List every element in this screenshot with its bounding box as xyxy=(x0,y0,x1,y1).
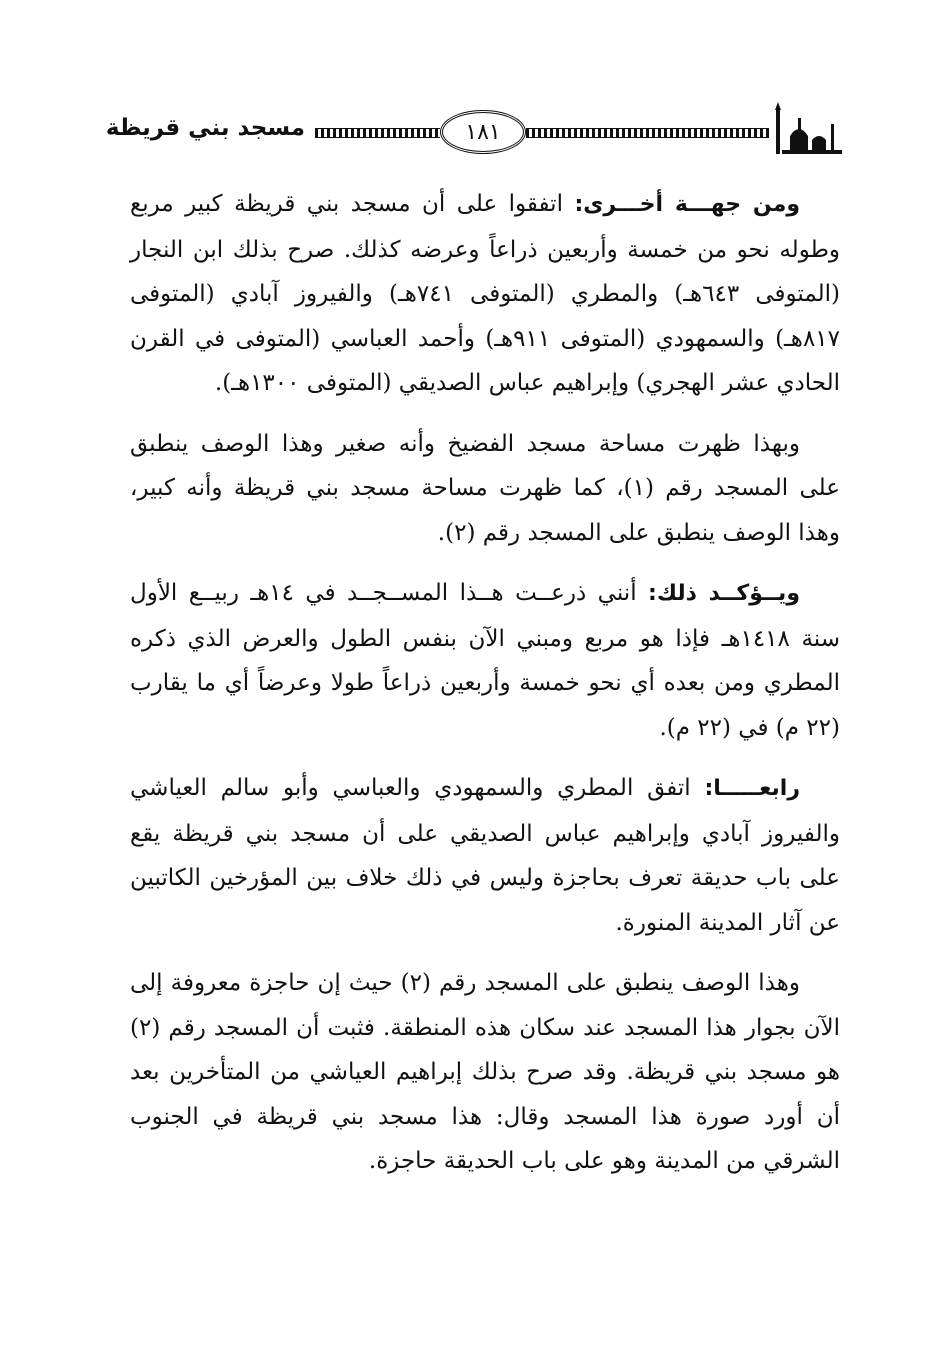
paragraph-text: وبهذا ظهرت مساحة مسجد الفضيخ وأنه صغير وهذا الوصف ينطبق على المسجد رقم (١)، كما ظهرت مساحة مسجد بني قريظة وأنه كبير، وهذا الوصف ينطبق على المسجد رقم (٢). xyxy=(130,430,840,546)
paragraph-lead: ويــؤكــد ذلك: xyxy=(648,581,800,606)
paragraph-lead: ومن جهـــة أخـــرى: xyxy=(574,192,801,217)
page-body xyxy=(130,182,840,1200)
running-title: مسجد بني قريظة xyxy=(105,115,305,141)
paragraph-text: اتفق المطري والسمهودي والعباسي وأبو سالم العياشي والفيروز آبادي وإبراهيم عباس الصديقي على أن مسجد بني قريظة يقع على باب حديقة تعرف بحاجزة وليس في ذلك خلاف بين المؤرخين الكاتبين عن آثار المدينة المنورة. xyxy=(130,775,840,936)
paragraph-5 xyxy=(130,961,840,1184)
page-header xyxy=(105,100,850,170)
rope-ornament-right xyxy=(526,128,769,138)
paragraph-3 xyxy=(130,571,840,750)
rope-ornament-left xyxy=(315,128,440,138)
paragraph-text: اتفقوا على أن مسجد بني قريظة كبير مربع وطوله نحو من خمسة وأربعين ذراعاً وعرضه كذلك. صرح بذلك ابن النجار (المتوفى ٦٤٣هـ) والمطري (المتوفى ٧٤١هـ) والفيروز آبادي (المتوفى ٨١٧هـ) والسمهودي (المتوفى ٩١١هـ) وأحمد العباسي (المتوفى في القرن الحادي عشر الهجري) وإبراهيم عباس الصديقي (المتوفى ١٣٠٠هـ). xyxy=(130,191,840,396)
paragraph-lead: رابعـــــا: xyxy=(704,776,800,801)
page-number: ١٨١ xyxy=(440,110,526,154)
paragraph-2 xyxy=(130,422,840,556)
paragraph-4 xyxy=(130,766,840,945)
mosque-logo-icon xyxy=(772,100,847,156)
paragraph-text: وهذا الوصف ينطبق على المسجد رقم (٢) حيث إن حاجزة معروفة إلى الآن بجوار هذا المسجد عند سكان هذه المنطقة. فثبت أن المسجد رقم (٢) هو مسجد بني قريظة. وقد صرح بذلك إبراهيم العياشي من المتأخرين بعد أن أورد صورة هذا المسجد وقال: هذا مسجد بني قريظة في الجنوب الشرقي من المدينة وهو على باب الحديقة حاجزة. xyxy=(130,970,840,1174)
paragraph-1 xyxy=(130,182,840,406)
paragraph-text: أنني ذرعــت هــذا المســجــد في ١٤هـ ربيــع الأول سنة ١٤١٨هـ فإذا هو مربع ومبني الآن بنفس الطول والعرض الذي ذكره المطري ومن بعده أي نحو خمسة وأربعين ذراعاً طولا وعرضاً أي ما يقارب (٢٢ م) في (٢٢ م). xyxy=(130,580,841,741)
